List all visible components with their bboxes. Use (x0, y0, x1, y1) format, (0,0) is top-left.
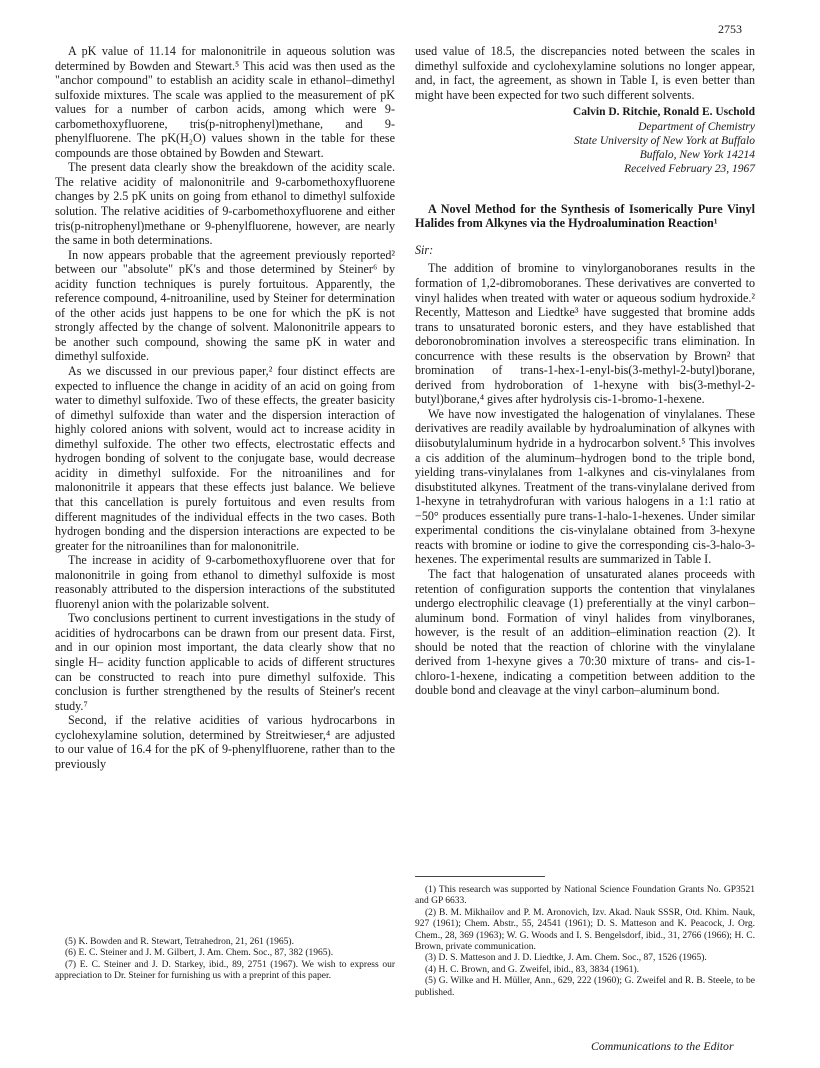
paragraph: The fact that halogenation of unsaturated alanes proceeds with retention of configuration supports the contention that vinylalanes undergo electrophilic cleavage (1) preferentially at the vinyl carbon–aluminum bond. Formation of vinyl halides from vinylboranes, however, is the result of an addition–elimination reaction (2). It should be noted that the reaction of chlorine with the vinylalane derived from 1-hexyne gives a 70:30 mixture of trans- and cis-1-chloro-1-hexene, indicating a competition between addition to the double bond and cleavage at the vinyl carbon–aluminum bond. (415, 566, 755, 698)
paragraph: Two conclusions pertinent to current investigations in the study of acidities of hydrocarbons can be drawn from our present data. First, and in our opinion most important, the data clearly show that no single H– acidity function applicable to acids of different structures can be constructed to reach into pure dimethyl sulfoxide. This conclusion is further strengthened by the results of Steiner's recent study.⁷ (55, 611, 395, 713)
footnote: (5) K. Bowden and R. Stewart, Tetrahedron, 21, 261 (1965). (65, 937, 294, 947)
paragraph: Second, if the relative acidities of various hydrocarbons in cyclohexylamine solution, determined by Streitwieser,⁴ are adjusted to our value of 16.4 for the pK of 9-phenylfluorene, rather than to the previously (55, 713, 395, 771)
right-column (415, 44, 755, 698)
salutation: Sir: (415, 242, 434, 257)
footnote: (5) G. Wilke and H. Müller, Ann., 629, 222 (1960); G. Zweifel and R. B. Steele, to be published. (415, 976, 755, 998)
paragraph: In now appears probable that the agreement previously reported² between our "absolute" pK's and those determined by Steiner⁶ by acidity function techniques is purely fortuitous. Apparently, the reference compound, 4-nitroaniline, used by Steiner for determination of the other acids just happens to be one for which the pK is not strongly affected by the change of solvent. Malononitrile appears to be another such compound, showing the same pK in water and dimethyl sulfoxide. (55, 247, 395, 364)
right-footnotes (415, 867, 755, 999)
university: State University of New York at Buffalo (573, 134, 755, 147)
paragraph: used value of 18.5, the discrepancies noted between the scales in dimethyl sulfoxide and cyclohexylamine solutions no longer appear, and, in fact, the agreement, as shown in Table I, is even better than might have been expected for two such different solvents. (415, 44, 755, 102)
received-date: Received February 23, 1967 (624, 162, 755, 175)
footnote: (3) D. S. Matteson and J. D. Liedtke, J. Am. Chem. Soc., 87, 1526 (1965). (425, 953, 707, 964)
footnote: (2) B. M. Mikhailov and P. M. Aronovich, Izv. Akad. Nauk SSSR, Otd. Khim. Nauk, 927 (1961); Chem. Abstr., 55, 24541 (1961); D. S. Matteson and K. Peacock, J. Org. Chem., 28, 369 (1963); W. G. Woods and I. S. Bengelsdorf, ibid., 31, 2766 (1966); H. C. Brown, private communication. (415, 907, 755, 953)
department: Department of Chemistry (638, 120, 755, 133)
left-footnotes (55, 937, 395, 983)
journal-section-footer: Communications to the Editor (591, 1039, 734, 1053)
page-number: 2753 (718, 22, 742, 36)
footnote-rule (415, 876, 545, 877)
footnote: (6) E. C. Steiner and J. M. Gilbert, J. Am. Chem. Soc., 87, 382 (1965). (65, 948, 334, 959)
authors: Calvin D. Ritchie, Ronald E. Uschold (572, 106, 755, 119)
signature-block (415, 105, 755, 176)
article-title: A Novel Method for the Synthesis of Isomerically Pure Vinyl Halides from Alkynes via the Hydroalumination Reaction¹ (415, 201, 755, 231)
left-column (55, 44, 395, 771)
paragraph: We have now investigated the halogenation of vinylalanes. These derivatives are readily available by hydroalumination of alkynes with diisobutylaluminum hydride in a hydrocarbon solvent.⁵ This involves a cis addition of the aluminum–hydrogen bond to the triple bond, yielding trans-vinylalanes from 1-alkynes and cis-vinylalanes from disubstituted alkynes. Treatment of the trans-vinylalane derived from 1-hexyne in tetrahydrofuran with various halogens in a 1:1 ratio at −50° produces essentially pure trans-1-halo-1-hexenes. Under similar experimental conditions the cis-vinylalane obtained from 3-hexyne reacts with bromine or iodine to give the corresponding cis-3-halo-3-hexenes. The experimental results are summarized in Table I. (415, 406, 755, 567)
footnote: (7) E. C. Steiner and J. D. Starkey, ibid., 89, 2751 (1967). We wish to express our appreciation to Dr. Steiner for furnishing us with a preprint of this paper. (55, 959, 395, 982)
paragraph: The present data clearly show the breakdown of the acidity scale. The relative acidity of malononitrile and 9-carbomethoxyfluorene changes by 2.5 pK units on going from ethanol to dimethyl sulfoxide solution. The relative acidities of 9-carbomethoxyfluorene and either tris(p-nitrophenyl)methane or 9-phenylfluorene, however, are nearly the same in both determinations. (55, 160, 395, 248)
paragraph: The addition of bromine to vinylorganoboranes results in the formation of 1,2-dibromoboranes. These derivatives are converted to vinyl halides when treated with water or aqueous sodium hydroxide.² Recently, Matteson and Liedtke³ have suggested that bromine adds trans to unsaturated boronic esters, and they have established that deboronobromination involves a stereospecific trans elimination. In concurrence with these results is the observation by Brown² that bromination of trans-1-hex-1-enyl-bis(3-methyl-2-butyl)borane, derived from hydroboration of 1-hexyne with bis(3-methyl-2-butyl)borane,⁴ gives after hydrolysis cis-1-bromo-1-hexene. (415, 261, 755, 407)
city: Buffalo, New York 14214 (639, 148, 755, 161)
footnote: (1) This research was supported by National Science Foundation Grants No. GP3521 and GP 6633. (415, 885, 755, 907)
paragraph: The increase in acidity of 9-carbomethoxyfluorene over that for malononitrile in going from ethanol to dimethyl sulfoxide is most reasonably attributed to the dispersion interactions of the substituted fluorenyl anion with the polarizable solvent. (55, 553, 395, 611)
paragraph: A pK value of 11.14 for malononitrile in aqueous solution was determined by Bowden and Stewart.⁵ This acid was then used as the "anchor compound" to establish an acidity scale in ethanol–dimethyl sulfoxide mixtures. The scale was applied to the measurement of pK values for a number of carbon acids, among which were 9-carbomethoxyfluorene, tris(p-nitrophenyl)methane, and 9-phenylfluorene. The pK(H₂O) values shown in the table for these compounds are those obtained by Bowden and Stewart. (55, 44, 395, 160)
footnote: (4) H. C. Brown, and G. Zweifel, ibid., 83, 3834 (1961). (425, 964, 639, 975)
paragraph: As we discussed in our previous paper,² four distinct effects are expected to influence the change in acidity of an acid on going from water to dimethyl sulfoxide. Two of these effects, the greater basicity of dimethyl sulfoxide than water and the dispersion interaction of highly colored anions with solvent, would act to increase acidity in dimethyl sulfoxide. The other two effects, electrostatic effects and hydrogen bonding of solvent to the conjugate base, would decrease acidity in dimethyl sulfoxide. For the nitroanilines and for malononitrile it appears that these effects just balance. We believe that this cancellation is purely fortuitous and even results from different magnitudes of the individual effects in the two cases. Both hydrogen bonding and the dispersion interactions are expected to be greater for the nitroanilines than for malononitrile. (55, 364, 395, 553)
